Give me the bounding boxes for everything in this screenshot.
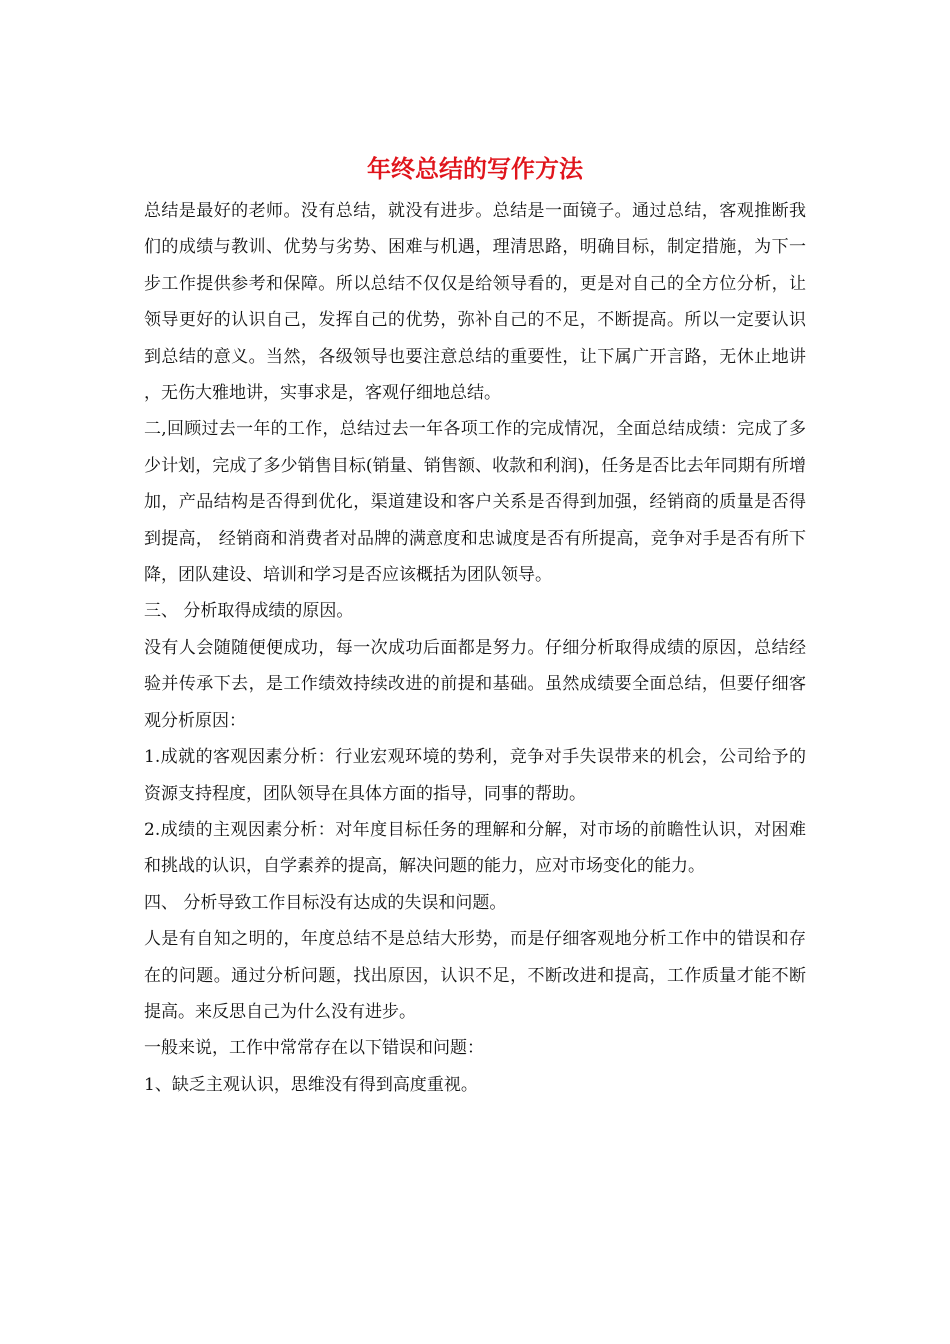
paragraph-success: 没有人会随随便便成功，每一次成功后面都是努力。仔细分析取得成绩的原因，总结经验并传承下去，是工作绩效持续改进的前提和基础。虽然成绩要全面总结，但要仔细客观分析原因： [144, 637, 806, 731]
paragraph-review: 二,回顾过去一年的工作，总结过去一年各项工作的完成情况，全面总结成绩：完成了多少计划，完成了多少销售目标(销量、销售额、收款和利润)，任务是否比去年同期有所增加，产品结构是否得到优化，渠道建设和客户关系是否得到加强，经销商的质量是否得到提高， 经销商和消费者对品牌的满意度和忠诚度是否有所提高，竞争对手是否有所下降，团队建设、培训和学习是否应该概括为团队领导。 [144, 419, 806, 586]
document-body [144, 193, 806, 1103]
paragraph-common-errors: 一般来说，工作中常常存在以下错误和问题： [144, 1038, 484, 1059]
section-heading-3: 三、 分析取得成绩的原因。 [144, 601, 354, 622]
document-title: 年终总结的写作方法 [367, 154, 583, 183]
list-item-objective: 1.成就的客观因素分析：行业宏观环境的势利，竞争对手失误带来的机会，公司给予的资源支持程度，团队领导在具体方面的指导，同事的帮助。 [144, 747, 806, 804]
paragraph-intro: 总结是最好的老师。没有总结，就没有进步。总结是一面镜子。通过总结，客观推断我们的成绩与教训、优势与劣势、困难与机遇，理清思路，明确目标，制定措施，为下一步工作提供参考和保障。所以总结不仅仅是给领导看的，更是对自己的全方位分析，让领导更好的认识自己，发挥自己的优势，弥补自己的不足，不断提高。所以一定要认识到总结的意义。当然，各级领导也要注意总结的重要性，让下属广开言路，无休止地讲，无伤大雅地讲，实事求是，客观仔细地总结。 [144, 201, 806, 404]
list-item-error-1: 1、缺乏主观认识，思维没有得到高度重视。 [144, 1074, 478, 1095]
section-heading-4: 四、 分析导致工作目标没有达成的失误和问题。 [144, 892, 507, 913]
paragraph-problems: 人是有自知之明的，年度总结不是总结大形势，而是仔细客观地分析工作中的错误和存在的问题。通过分析问题，找出原因，认识不足，不断改进和提高，工作质量才能不断提高。来反思自己为什么没有进步。 [144, 929, 806, 1022]
list-item-subjective: 2.成绩的主观因素分析：对年度目标任务的理解和分解，对市场的前瞻性认识，对困难和挑战的认识，自学素养的提高，解决问题的能力，应对市场变化的能力。 [144, 819, 806, 877]
